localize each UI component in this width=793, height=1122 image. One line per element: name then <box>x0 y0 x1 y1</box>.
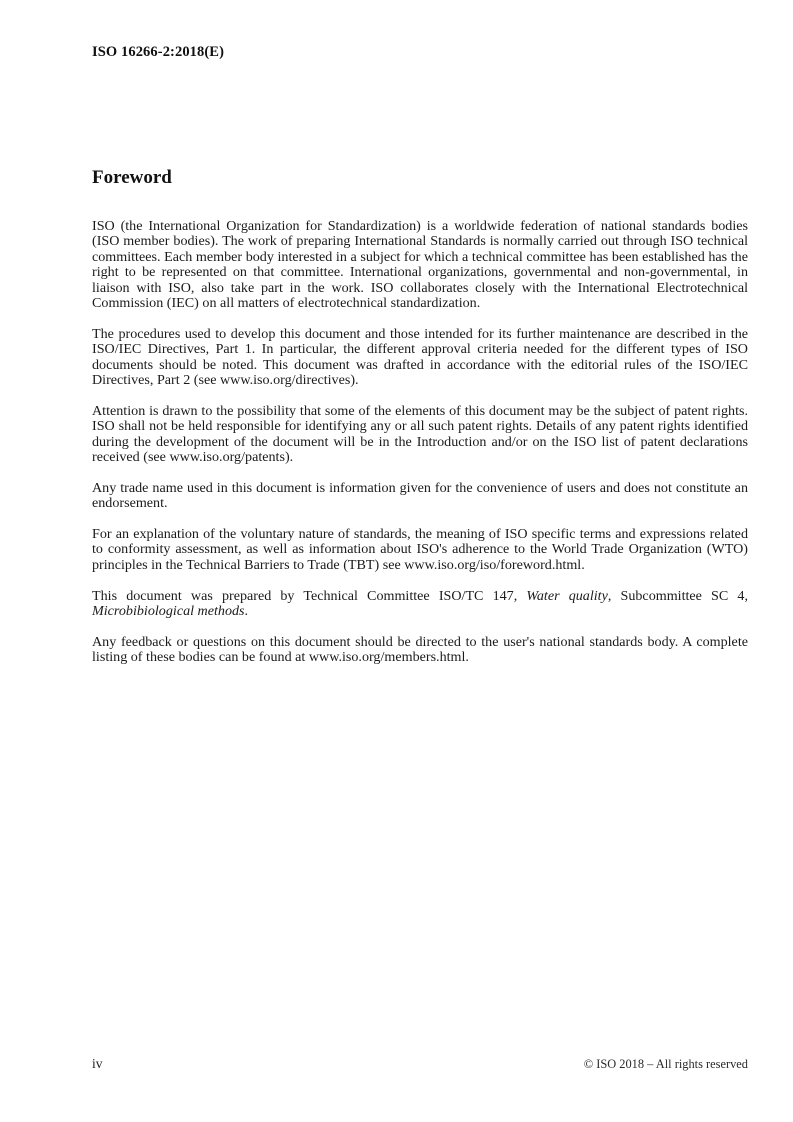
committee-middle: , Subcommittee SC 4, <box>607 587 748 604</box>
page-number: iv <box>92 1056 103 1071</box>
paragraph-voluntary-nature: For an explanation of the voluntary nature of standards, the meaning of ISO specific terms and expressions related to conformity assessment, as well as information about ISO's adherence to the World Trade Organization (WTO) principles in the Technical Barriers to Trade (TBT) see www.iso.org/iso/foreword.html. <box>92 525 748 573</box>
page-footer <box>92 1056 748 1072</box>
paragraph-trade-name: Any trade name used in this document is information given for the convenience of users and does not constitute an endorsement. <box>92 479 748 512</box>
committee-prefix: This document was prepared by Technical Committee ISO/TC 147, <box>92 587 527 604</box>
paragraph-procedures: The procedures used to develop this document and those intended for its further maintenance are described in the ISO/IEC Directives, Part 1. In particular, the different approval criteria needed for the different types of ISO documents should be noted. This document was drafted in accordance with the editorial rules of the ISO/IEC Directives, Part 2 (see www.iso.org/directives). <box>92 325 748 388</box>
paragraph-feedback: Any feedback or questions on this document should be directed to the user's national standards body. A complete listing of these bodies can be found at www.iso.org/members.html. <box>92 633 748 666</box>
committee-tc-title: Water quality <box>526 587 608 604</box>
running-header: ISO 16266-2:2018(E) <box>92 44 224 60</box>
paragraph-committee <box>92 589 748 620</box>
copyright-notice: © ISO 2018 – All rights reserved <box>583 1057 748 1071</box>
page-title: Foreword <box>92 167 172 188</box>
foreword-section <box>92 168 748 666</box>
paragraph-iso-intro: ISO (the International Organization for Standardization) is a worldwide federation of national standards bodies (ISO member bodies). The work of preparing International Standards is normally carried out through ISO technical committees. Each member body interested in a subject for which a technical committee has been established has the right to be represented on that committee. International organizations, governmental and non-governmental, in liaison with ISO, also take part in the work. ISO collaborates closely with the International Electrotechnical Commission (IEC) on all matters of electrotechnical standardization. <box>92 217 748 311</box>
committee-sc-title: Microbibiological methods <box>92 602 245 619</box>
paragraph-patent-rights: Attention is drawn to the possibility that some of the elements of this document may be the subject of patent rights. ISO shall not be held responsible for identifying any or all such patent rights. Details of any patent rights identified during the development of the document will be in the Introduction and/or on the ISO list of patent declarations received (see www.iso.org/patents). <box>92 402 748 465</box>
committee-suffix: . <box>244 602 249 619</box>
